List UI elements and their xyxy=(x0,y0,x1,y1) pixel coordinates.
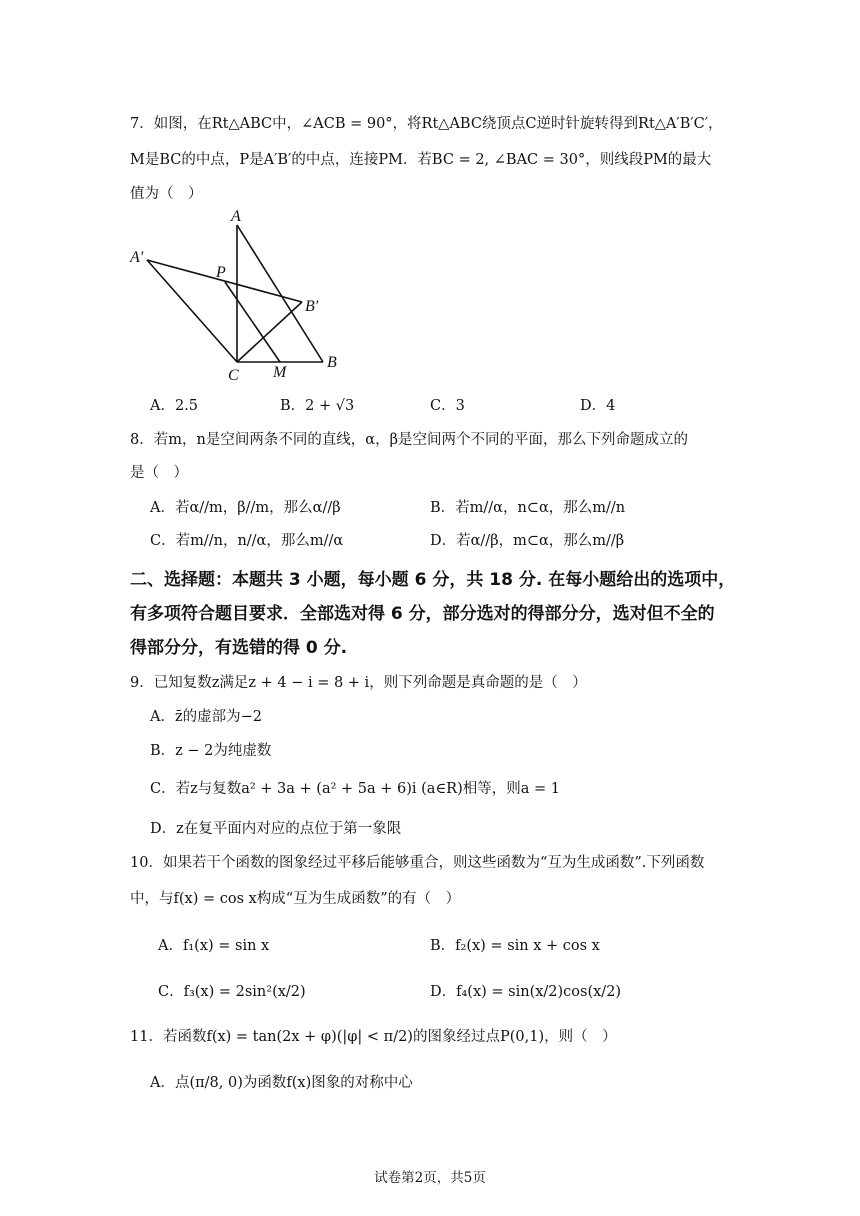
q8-stem-line2: 是（ ） xyxy=(130,465,188,481)
label-C: C xyxy=(228,367,239,384)
q9-option-b: B．z − 2为纯虚数 xyxy=(150,743,272,759)
segment-AB xyxy=(237,225,323,362)
label-B-prime: B′ xyxy=(305,298,319,315)
section-heading-line3: 得部分分，有选错的得 0 分. xyxy=(130,638,348,658)
q7-option-b: B．2 + √3 xyxy=(280,398,355,414)
q7-option-a: A．2.5 xyxy=(150,398,199,414)
q11-option-a: A．点(π/8, 0)为函数f(x)图象的对称中心 xyxy=(150,1075,413,1091)
label-P: P xyxy=(216,264,226,281)
q10-option-c: C．f₃(x) = 2sin²(x/2) xyxy=(158,984,306,1000)
page-footer: 试卷第2页，共5页 xyxy=(374,1170,486,1186)
q8-stem-line1: 8．若m，n是空间两条不同的直线，α，β是空间两个不同的平面，那么下列命题成立的 xyxy=(130,432,688,448)
q9-stem: 9．已知复数z满足z + 4 − i = 8 + i，则下列命题是真命题的是（ ） xyxy=(130,675,587,691)
q11-stem: 11．若函数f(x) = tan(2x + φ)(|φ| < π/2)的图象经过点P(0,1)，则（ ） xyxy=(130,1029,617,1045)
q9-option-c: C．若z与复数a² + 3a + (a² + 5a + 6)i (a∈R)相等，则a = 1 xyxy=(150,781,560,797)
label-A: A xyxy=(231,208,241,225)
q10-stem-line1: 10．如果若干个函数的图象经过平移后能够重合，则这些函数为“互为生成函数”.下列函数 xyxy=(130,855,705,871)
q10-option-a: A．f₁(x) = sin x xyxy=(158,938,270,954)
segment-CB' xyxy=(237,302,302,362)
section-heading-line1: 二、选择题：本题共 3 小题，每小题 6 分，共 18 分. 在每小题给出的选项中， xyxy=(130,570,736,590)
q10-option-d: D．f₄(x) = sin(x/2)cos(x/2) xyxy=(430,984,622,1000)
label-M: M xyxy=(273,364,287,381)
label-A-prime: A′ xyxy=(130,249,144,266)
q7-option-c: C．3 xyxy=(430,398,465,414)
q7-option-d: D．4 xyxy=(580,398,616,414)
q8-option-c: C．若m//n，n//α，那么m//α xyxy=(150,533,344,549)
q7-stem-line1: 7．如图，在Rt△ABC中，∠ACB = 90°，将Rt△ABC绕顶点C逆时针旋转得到Rt△A′B′C′， xyxy=(130,116,723,132)
q7-stem-line2: M是BC的中点，P是A′B′的中点，连接PM．若BC = 2, ∠BAC = 30°，则线段PM的最大 xyxy=(130,152,712,168)
q7-figure xyxy=(125,205,345,385)
q7-stem-line3: 值为（ ） xyxy=(130,186,203,202)
q10-stem-line2: 中，与f(x) = cos x构成“互为生成函数”的有（ ） xyxy=(130,891,461,907)
q10-option-b: B．f₂(x) = sin x + cos x xyxy=(430,938,600,954)
q8-option-a: A．若α//m，β//m，那么α//β xyxy=(150,500,341,516)
section-heading-line2: 有多项符合题目要求．全部选对得 6 分，部分选对的得部分分，选对但不全的 xyxy=(130,604,715,624)
q8-option-d: D．若α//β，m⊂α，那么m//β xyxy=(430,533,625,549)
label-B: B xyxy=(327,354,337,371)
q9-option-d: D．z在复平面内对应的点位于第一象限 xyxy=(150,821,402,837)
q9-option-a: A．z̄的虚部为−2 xyxy=(150,709,262,725)
q8-option-b: B．若m//α，n⊂α，那么m//n xyxy=(430,500,626,516)
